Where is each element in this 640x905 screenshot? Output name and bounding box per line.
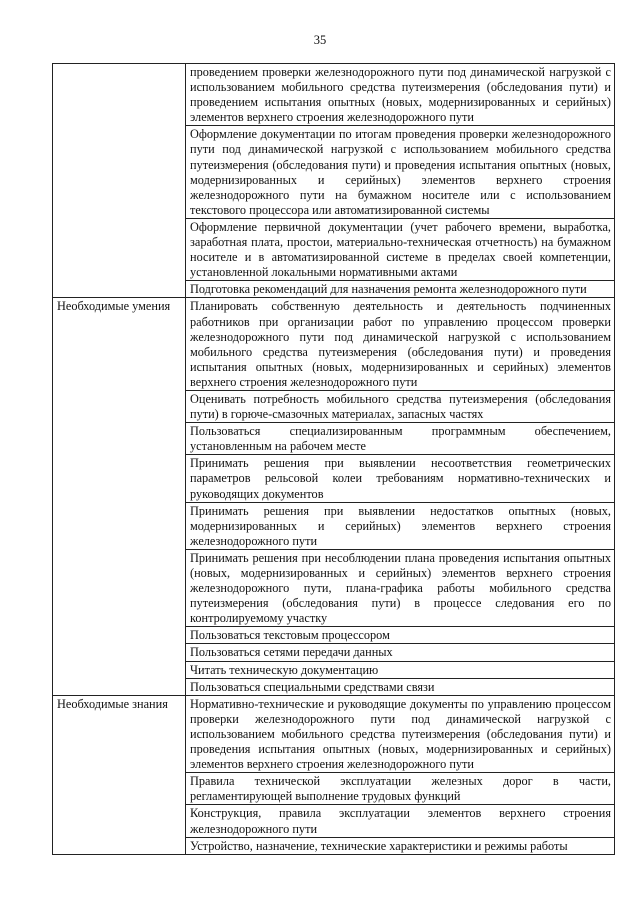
requirement-cell bbox=[186, 627, 615, 644]
requirements-table-body bbox=[53, 64, 615, 855]
requirement-cell bbox=[186, 773, 615, 805]
requirements-table bbox=[52, 63, 615, 855]
requirement-cell bbox=[186, 678, 615, 695]
requirement-text: Правила технической эксплуатации железных дорог в части, регламентирующей выполнение трудовых функций bbox=[190, 774, 611, 804]
requirement-cell bbox=[186, 64, 615, 126]
requirement-text: Планировать собственную деятельность и деятельность подчиненных работников при организации работ по управлению процессом проверки железнодорожного пути под динамической нагрузкой с использованием мобильного средства путеизмерения (обследования пути) и проведения испытания опытных (новых, модернизированных и серийных) элементов верхнего строения железнодорожного пути bbox=[190, 299, 611, 389]
requirement-text: Пользоваться специальными средствами связи bbox=[190, 679, 435, 694]
requirement-text: Оформление документации по итогам проведения проверки железнодорожного пути под динамической нагрузкой с использованием мобильного средства путеизмерения (обследования пути) и проведения испытания опытных (новых, модернизированных и серийных) элементов верхнего строения железнодорожного пути на бумажном носителе или с использованием текстового процессора или автоматизированной системы bbox=[190, 127, 611, 217]
requirement-cell bbox=[186, 549, 615, 626]
requirement-cell bbox=[186, 423, 615, 455]
requirement-cell bbox=[186, 218, 615, 280]
requirement-text: Оценивать потребность мобильного средства путеизмерения (обследования пути) в горюче-смазочных материалах, запасных частях bbox=[190, 391, 611, 422]
requirement-text: проведением проверки железнодорожного пути под динамической нагрузкой с использованием мобильного средства путеизмерения (обследования пути) и проведением испытания опытных (новых, модернизированных и серийных) элементов верхнего строения железнодорожного пути bbox=[190, 65, 611, 125]
requirement-text: Принимать решения при несоблюдении плана проведения испытания опытных (новых, модернизированных и серийных) элементов верхнего строения железнодорожного пути, плана-графика работы мобильного средства путеизмерения (обследования пути) в процессе следования его по контролируемому участку bbox=[190, 550, 611, 626]
table-row bbox=[53, 64, 615, 126]
requirement-text: Нормативно-технические и руководящие документы по управлению процессом проверки железнодорожного пути под динамической нагрузкой с использованием мобильного средства путеизмерения (обследования пути) и проведения испытания опытных (новых, модернизированных и серийных) элементов верхнего строения железнодорожного пути bbox=[190, 696, 611, 772]
requirement-text: Устройство, назначение, технические характеристики и режимы работы bbox=[190, 838, 568, 853]
requirement-text: Читать техническую документацию bbox=[190, 662, 379, 677]
requirement-text: Конструкция, правила эксплуатации элементов верхнего строения железнодорожного пути bbox=[190, 806, 611, 836]
table-row bbox=[53, 695, 615, 772]
requirement-cell bbox=[186, 837, 615, 854]
requirement-cell bbox=[186, 281, 615, 298]
section-label-cell bbox=[53, 695, 186, 854]
requirement-text: Пользоваться текстовым процессором bbox=[190, 628, 390, 643]
requirement-cell bbox=[186, 126, 615, 219]
page-number: 35 bbox=[313, 33, 327, 47]
requirement-cell bbox=[186, 455, 615, 502]
requirement-cell bbox=[186, 805, 615, 837]
table-row bbox=[53, 298, 615, 391]
requirement-text: Пользоваться специализированным программным обеспечением, установленным на рабочем месте bbox=[190, 424, 611, 454]
requirement-text: Подготовка рекомендаций для назначения ремонта железнодорожного пути bbox=[190, 282, 587, 297]
section-label: Необходимые умения bbox=[57, 299, 171, 314]
requirement-text: Принимать решения при выявлении недостатков опытных (новых, модернизированных и серийных) элементов верхнего строения железнодорожного пути bbox=[190, 503, 611, 548]
requirement-cell bbox=[186, 390, 615, 422]
requirement-text: Оформление первичной документации (учет рабочего времени, выработка, заработная плата, простои, материально-техническая отчетность) на бумажном носителе и в автоматизированной системе в пределах своей компетенции, установленной локальными нормативными актами bbox=[190, 219, 611, 280]
requirement-cell bbox=[186, 661, 615, 678]
section-label: Необходимые знания bbox=[57, 696, 168, 711]
requirement-text: Принимать решения при выявлении несоответствия геометрических параметров рельсовой колеи требованиям нормативно-технических и руководящих документов bbox=[190, 456, 611, 501]
requirement-text: Пользоваться сетями передачи данных bbox=[190, 645, 393, 660]
section-label-cell bbox=[53, 298, 186, 695]
section-label-cell bbox=[53, 64, 186, 298]
requirement-cell bbox=[186, 644, 615, 661]
requirement-cell bbox=[186, 502, 615, 549]
requirement-cell bbox=[186, 298, 615, 391]
requirement-cell bbox=[186, 695, 615, 772]
